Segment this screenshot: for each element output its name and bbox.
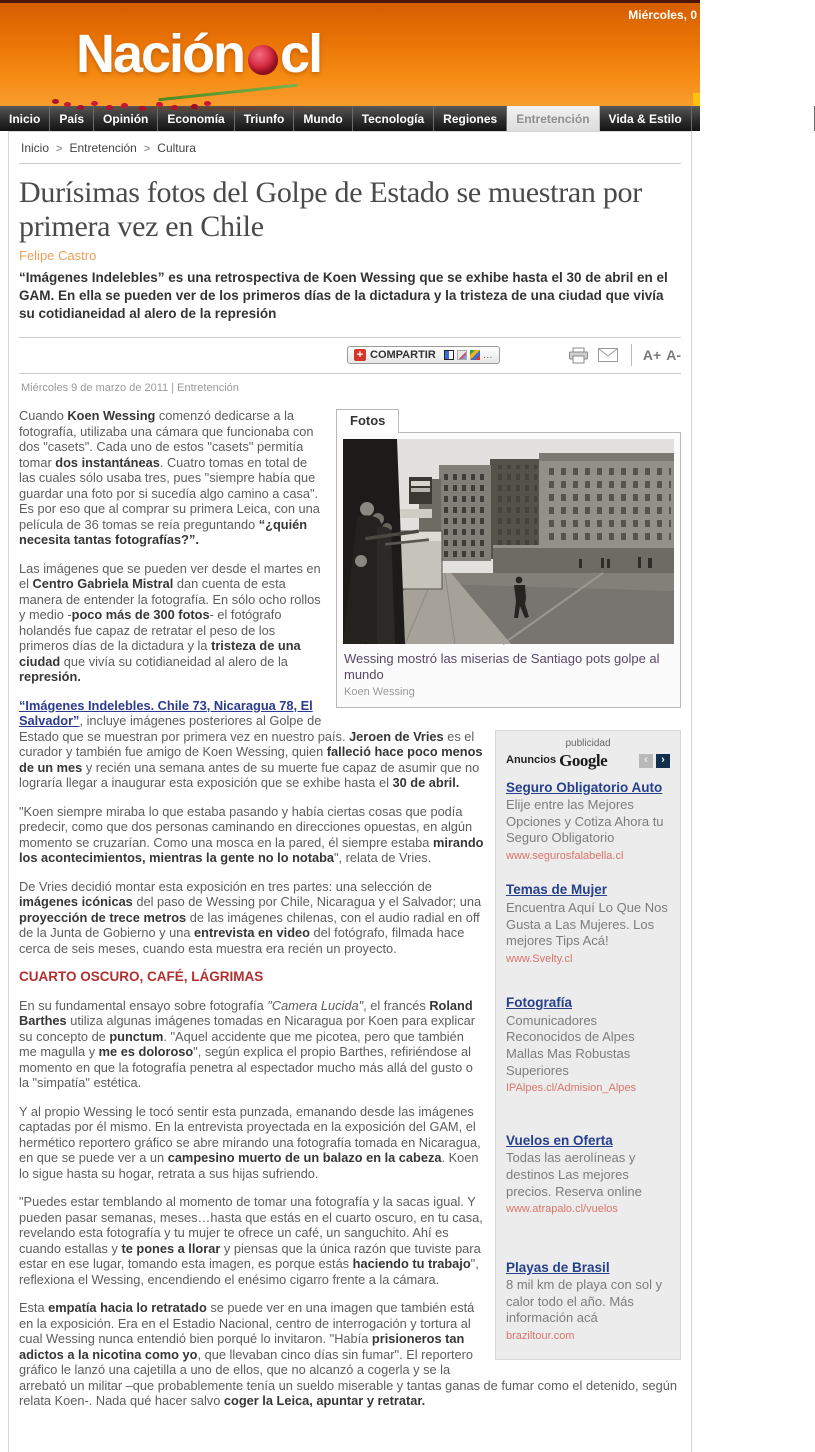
font-increase-button[interactable]: A+ (642, 347, 662, 364)
nav-item-opinión[interactable]: Opinión (94, 106, 158, 131)
article-text: ", reflexiona el Wessing, encendiendo el enésimo cigarro frente a la cámara. (19, 1256, 479, 1287)
breadcrumb-link[interactable]: Inicio (21, 141, 50, 155)
article-text: Centro Gabriela Mistral (32, 576, 174, 592)
article-text: que vivía su cotidianeidad al alero de la (60, 653, 288, 669)
article-text: dan cuenta de esta manera de entender la fotografía. En sólo ocho rollos y medio - (19, 576, 321, 623)
rose-stem (158, 84, 298, 102)
share-button-label: COMPARTIR (370, 349, 436, 362)
font-decrease-button[interactable]: A- (666, 347, 681, 364)
article-text: mirando los acontecimientos, mientras la gente no lo notaba (19, 834, 484, 866)
article-text: , que llevaban cinco días sin fumar". El reportero gráfico le lanzó una cajetilla a uno de ellos, que no alcanzó a cogerla y se la arrebató un militar –que probablemente tenía un sueldo miserable y tantas ganas de fumar como el detenido, según relata Koen-. Nada qué hacer salvo (19, 1346, 678, 1409)
nav-item-economía[interactable]: Economía (158, 106, 234, 131)
article-text: 30 de abril. (392, 775, 460, 791)
ads-next-button[interactable]: › (656, 754, 670, 768)
photo-widget (336, 408, 681, 708)
flickr-icon (457, 350, 467, 360)
nav-item-regiones[interactable]: Regiones (434, 106, 507, 131)
article-text: - el fotógrafo holandés fue capaz de retratar el peso de los primeros días de la dictadura y la (19, 607, 282, 654)
nav-item-inicio[interactable]: Inicio (0, 106, 50, 131)
article-text: dos instantáneas (55, 454, 160, 470)
ad-title-link[interactable]: Fotografía (506, 995, 572, 1011)
msn-icon (470, 350, 480, 360)
ad-title-link[interactable]: Temas de Mujer (506, 882, 608, 898)
page-title: Durísimas fotos del Golpe de Estado se muestran por primera vez en Chile (19, 176, 642, 243)
article-text: . Cuatro tomas en total de las cuales sólo usaba tres, pues "siempre había que guardar una foto por si sucedía algo camino a casa". Es por eso que al comprar su primera Leica, con una película de 36 tomas se reía preguntando (19, 454, 320, 532)
article-text: “¿quién necesita tantas fotografías?”. (19, 516, 308, 548)
google-ads-box (495, 730, 681, 1360)
nav-item-mundo[interactable]: Mundo (294, 106, 352, 131)
google-ad (506, 1260, 670, 1345)
breadcrumb-link[interactable]: Cultura (157, 141, 196, 155)
article-tools (568, 347, 618, 364)
breadcrumb-separator: > (143, 143, 151, 155)
article-text: y piensas que la única razón que tuviste para estar en ese lugar, tomando esta imagen, es porque estás (19, 1240, 481, 1272)
section-heading: CUARTO OSCURO, CAFÉ, LÁGRIMAS (19, 969, 264, 985)
article-author[interactable]: Felipe Castro (19, 248, 97, 264)
ad-title-link[interactable]: Vuelos en Oferta (506, 1132, 613, 1148)
article-text: punctum (109, 1028, 164, 1044)
article-text: "Camera Lucida" (267, 997, 364, 1013)
ad-text: Comunicadores Reconocidos de Alpes Mallas Mas Robustas Superiores (506, 1012, 635, 1078)
nav-item-entretención[interactable]: Entretención (507, 106, 599, 131)
google-ad (506, 995, 670, 1097)
article-text: entrevista en video (194, 925, 310, 941)
ad-text: Elije entre las Mejores Opciones y Cotiza Ahora tu Seguro Obligatorio (506, 797, 664, 846)
nav-item-tecnología[interactable]: Tecnología (353, 106, 434, 131)
article-text: y recién una semana antes de su muerte fue capaz de asumir que no lograría llegar a inaugurar esta exposición que se exhibe hasta el (19, 759, 480, 791)
ad-text: Encuentra Aquí Lo Que Nos Gusta a Las Mujeres. Los mejores Tips Acá! (506, 899, 668, 949)
article-text: Koen Wessing (67, 408, 156, 424)
article-text: prisioneros tan adictos a la nicotina como yo (19, 1331, 465, 1362)
ad-text: 8 mil km de playa con sol y calor todo el año. Más información acá (506, 1277, 663, 1326)
banner-corner (693, 93, 700, 106)
article-lead: “Imágenes Indelebles” es una retrospectiva de Koen Wessing que se exhibe hasta el 30 de abril en el GAM. En ella se pueden ver de los primeros días de la dictadura y la tristeza de una ciudad que vivía su cotidianeidad al alero de la represión (19, 270, 668, 322)
article-text: , el francés (363, 997, 430, 1013)
article-text: campesino muerto de un balazo en la cabeza (167, 1150, 442, 1166)
site-logo[interactable] (76, 24, 322, 84)
ads-prev-button[interactable]: ‹ (639, 754, 653, 768)
ad-url-link[interactable]: IPAlpes.cl/Admision_Alpes (506, 1082, 637, 1095)
article-text: represión. (19, 669, 81, 685)
article-text: poco más de 300 fotos (71, 607, 210, 623)
article-text: utiliza algunas imágenes tomadas en Nicaragua por Koen para explicar su concepto de (19, 1013, 475, 1044)
article-text: imágenes icónicas (19, 894, 133, 910)
ads-pager (639, 754, 670, 768)
article-text: del fotógrafo, filmada hace cerca de seis meses, cuando esta muestra era recién un proyecto. (19, 925, 465, 956)
publicidad-label: publicidad (565, 737, 611, 749)
article-dateline: Miércoles 9 de marzo de 2011 | Entretención (19, 373, 681, 408)
article-text: se puede ver en una imagen que también está en la exposición. Era en el Estadio Nacional, centro de interrogación y tortura al cual Wessing nunca entendió bien porqué lo invitaron. "Había (19, 1300, 475, 1347)
page-container (8, 131, 692, 1452)
article-text: falleció hace poco menos de un mes (19, 744, 483, 775)
article-text: proyección de trece metros (19, 909, 187, 925)
article-text: es el curador y también fue amigo de Koen Wessing, quien (19, 728, 475, 760)
breadcrumb-separator: > (56, 143, 63, 155)
article-text: , incluye imágenes posteriores al Golpe de Estado que se muestran por primera vez en nuestro país. (19, 713, 350, 744)
print-icon[interactable] (568, 347, 589, 364)
article-text: Las imágenes que se pueden ver desde el martes en el (19, 560, 321, 592)
article-text: "Koen siempre miraba lo que estaba pasando y había ciertas cosas que podía predecir, como que dos personas caminando en direcciones opuestas, en algún momento se cruzarían. Como una mosca en la pared, él siempre estaba (19, 803, 473, 850)
ads-list (506, 780, 670, 1345)
email-icon[interactable] (598, 348, 618, 362)
article-text: Roland Barthes (19, 997, 473, 1029)
share-plus-icon: + (354, 349, 366, 361)
article-text: Esta (19, 1300, 49, 1316)
delicious-icon (444, 350, 454, 360)
article-text: te pones a llorar (121, 1240, 221, 1256)
article-text: Y al propio Wessing le tocó sentir esta punzada, emanando desde las imágenes captadas por él mismo. En la entrevista proyectada en la exposición del GAM, el hermético reportero gráfico se abre mirando una fotografía tomada en Nicaragua, en que se puede ver a un (19, 1103, 481, 1166)
nav-item-mercado-del-place[interactable]: Mercado del Place (692, 106, 815, 131)
nav-item-triunfo[interactable]: Triunfo (235, 106, 295, 131)
rose-icon (248, 45, 278, 75)
article-text: Cuando (19, 408, 68, 424)
article-text: empatía hacia lo retratado (48, 1300, 207, 1316)
logo-text-1: Nación (76, 24, 245, 84)
article-text: ", relata de Vries. (334, 850, 432, 866)
ad-url-link[interactable]: braziltour.com (506, 1330, 575, 1343)
google-ad (506, 780, 670, 865)
article-text: Jeroen de Vries (349, 728, 444, 744)
article-text: . Koen lo sigue hasta su hogar, retrata a sus hijas sufriendo. (19, 1150, 479, 1181)
article-body (19, 408, 681, 1422)
article-text: coger la Leica, apuntar y retratar. (223, 1393, 426, 1409)
font-size-controls (631, 344, 681, 366)
article-text: tristeza de una ciudad (19, 638, 301, 669)
ad-text: Todas las aerolíneas y destinos Las mejores precios. Reserva online (506, 1150, 642, 1199)
article-link[interactable]: “Imágenes Indelebles. Chile 73, Nicaragua 78, El Salvador” (19, 697, 313, 729)
ad-title-link[interactable]: Seguro Obligatorio Auto (506, 779, 663, 795)
article-text: haciendo tu trabajo (352, 1256, 471, 1272)
ads-header (506, 753, 670, 769)
google-ad (506, 1133, 670, 1218)
ad-url-link[interactable]: www.Svelty.cl (506, 952, 573, 965)
ad-title-link[interactable]: Playas de Brasil (506, 1259, 610, 1275)
article-text: "Puedes estar temblando al momento de tomar una fotografía y la sacas igual. Y pueden pasar semanas, meses…hasta que estás en el cuarto oscuro, en tu casa, revelando esta fotografía y tu mujer te ofrece un café, un sanguchito. Ahí es cuando estallas y (19, 1194, 483, 1256)
nav-item-país[interactable]: País (50, 106, 94, 131)
nav-item-vida-&-estilo[interactable]: Vida & Estilo (600, 106, 692, 131)
photo-caption-link[interactable]: Wessing mostró las miserias de Santiago pots golpe al mundo (344, 650, 660, 682)
article-text: me es doloroso (98, 1044, 194, 1060)
article-text: En su fundamental ensayo sobre fotografía (19, 997, 268, 1013)
article-text: de las imágenes chilenas, con el audio radial en off de la Junta de Gobierno y una (19, 909, 480, 941)
article-text: del paso de Wessing por Chile, Nicaragua y el Salvador; una (132, 894, 482, 910)
tab-fotos[interactable]: Fotos (336, 409, 399, 433)
photo-credit: Koen Wessing (344, 686, 415, 699)
site-header (0, 3, 700, 106)
share-toolbar (19, 337, 681, 373)
breadcrumb-link[interactable]: Entretención (69, 141, 137, 155)
logo-text-2: cl (280, 24, 322, 84)
rose-petals (52, 99, 59, 104)
article-text: ", según explica el propio Barthes, refiriéndose al momento en que la fotografía penetra al espectador mucho más allá del gusto o la "simpatía" estética. (19, 1044, 473, 1091)
article-photo[interactable] (343, 439, 674, 644)
breadcrumb (19, 132, 681, 164)
photo-frame (336, 432, 681, 708)
ad-url-link[interactable]: www.atrapalo.cl/vuelos (506, 1203, 618, 1216)
share-button[interactable] (347, 346, 500, 364)
anuncios-label: Anuncios (506, 754, 557, 767)
article-text: comenzó dedicarse a la fotografía, utilizaba una cámara que funcionaba con dos "casets". Cada uno de estos "casets" permitía tomar (19, 408, 314, 470)
article-text: . "Aquel accidente que me picotea, pero que también me magulla y (19, 1028, 464, 1060)
share-more-label: … (482, 349, 493, 361)
logo-shadow (60, 105, 390, 112)
google-ad (506, 882, 670, 967)
google-logo[interactable]: Google (559, 751, 608, 771)
header-date: Miércoles, 0 (628, 8, 697, 22)
ad-url-link[interactable]: www.segurosfalabella.cl (506, 849, 624, 862)
article-text: De Vries decidió montar esta exposición en tres partes: una selección de (19, 878, 432, 894)
